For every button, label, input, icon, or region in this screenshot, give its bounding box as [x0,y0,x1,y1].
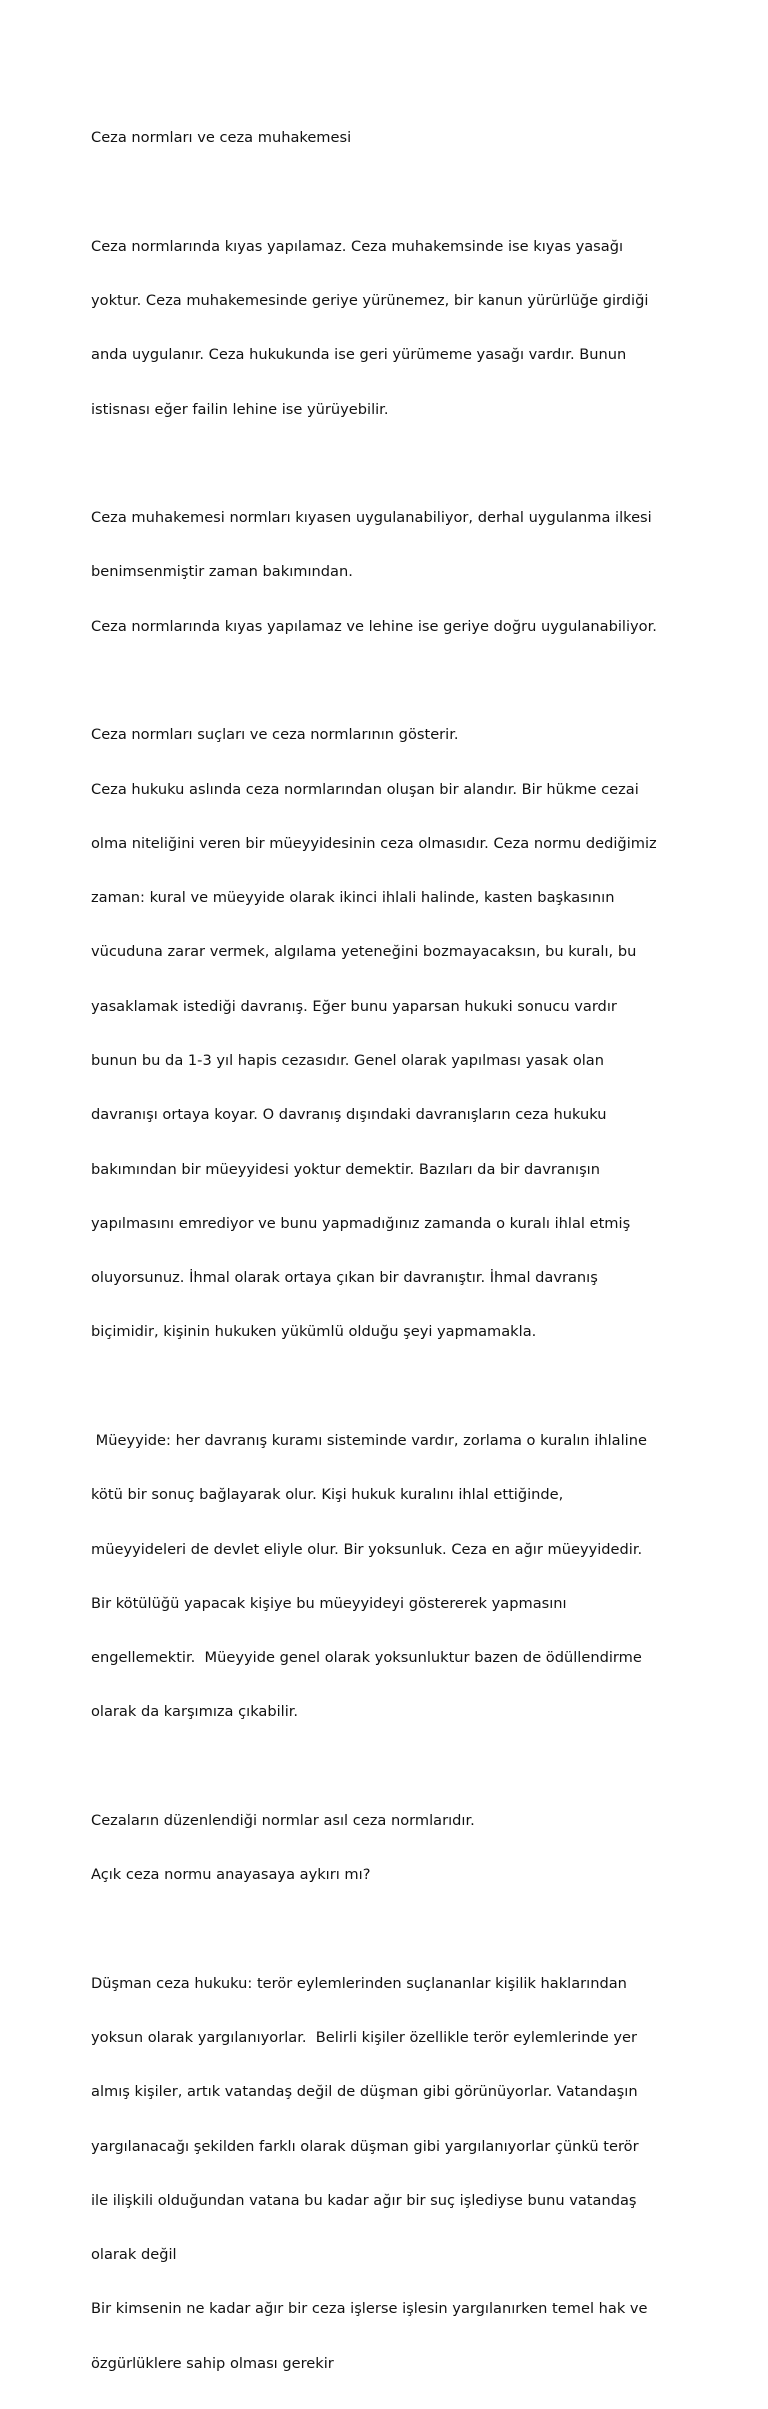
text-line: benimsenmiştir zaman bakımından. [91,563,353,581]
text-line: vücuduna zarar vermek, algılama yeteneğini bozmayacaksın, bu kuralı, bu [91,943,637,961]
paragraph-sanction [91,1396,691,1758]
text-line: kötü bir sonuç bağlayarak olur. Kişi hukuk kuralını ihlal ettiğinde, [91,1486,564,1504]
text-line: Düşman ceza hukuku: terör eylemlerinden suçlananlar kişilik haklarından [91,1974,627,1992]
text-line: olarak değil [91,2246,177,2264]
paragraph-procedure-norms [91,473,691,672]
text-line: bunun bu da 1-3 yıl hapis cezasıdır. Genel olarak yapılması yasak olan [91,1051,604,1069]
text-line: Bir kimsenin ne kadar ağır bir ceza işlerse işlesin yargılanırken temel hak ve [91,2300,648,2318]
text-line: ile ilişkili olduğundan vatana bu kadar ağır bir suç işlediyse bunu vatandaş [91,2191,637,2209]
document-title [91,93,691,183]
text-line: olma niteliğini veren bir müeyyidesinin ceza olmasıdır. Ceza normu dediğimiz [91,834,657,852]
text-line: yasaklamak istediği davranış. Eğer bunu yaparsan hukuki sonucu vardır [91,997,617,1015]
text-line: bakımından bir müeyyidesi yoktur demektir. Bazıları da bir davranışın [91,1160,600,1178]
text-line: zaman: kural ve müeyyide olarak ikinci ihlali halinde, kasten başkasının [91,889,615,907]
text-line: Bir kötülüğü yapacak kişiye bu müeyyideyi göstererek yapmasını [91,1594,567,1612]
text-line: müeyyideleri de devlet eliyle olur. Bir yoksunluk. Ceza en ağır müeyyidedir. [91,1540,643,1558]
text-line: engellemektir. Müeyyide genel olarak yoksunluktur bazen de ödüllendirme [91,1649,642,1667]
text-line: Cezaların düzenlendiği normlar asıl ceza normlarıdır. [91,1811,475,1829]
paragraph-criminal-norms [91,690,691,1378]
paragraph-analogy [91,202,691,455]
paragraph-enemy-criminal-law [91,1939,691,2409]
paragraph-actual-norms [91,1776,691,1921]
text-line: olarak da karşımıza çıkabilir. [91,1703,299,1721]
text-line: Müeyyide: her davranış kuramı sisteminde vardır, zorlama o kuralın ihlaline [91,1431,647,1449]
text-line: Ceza normlarında kıyas yapılamaz ve lehine ise geriye doğru uygulanabiliyor. [91,617,657,635]
text-line: Ceza normları suçları ve ceza normlarının gösterir. [91,726,459,744]
document-page [91,93,691,2409]
text-line: anda uygulanır. Ceza hukukunda ise geri yürümeme yasağı vardır. Bunun [91,346,627,364]
text-line: yoktur. Ceza muhakemesinde geriye yürünemez, bir kanun yürürlüğe girdiği [91,292,649,310]
text-line: biçimidir, kişinin hukuken yükümlü olduğu şeyi yapmamakla. [91,1323,537,1341]
text-line: almış kişiler, artık vatandaş değil de düşman gibi görünüyorlar. Vatandaşın [91,2083,638,2101]
text-line: Ceza hukuku aslında ceza normlarından oluşan bir alandır. Bir hükme cezai [91,780,639,798]
text-line: Ceza normları ve ceza muhakemesi [91,129,352,147]
text-line: yapılmasını emrediyor ve bunu yapmadığınız zamanda o kuralı ihlal etmiş [91,1214,631,1232]
text-line: Ceza muhakemesi normları kıyasen uygulanabiliyor, derhal uygulanma ilkesi [91,509,652,527]
text-line: özgürlüklere sahip olması gerekir [91,2354,334,2372]
text-line: yoksun olarak yargılanıyorlar. Belirli kişiler özellikle terör eylemlerinde yer [91,2029,637,2047]
text-line: Ceza normlarında kıyas yapılamaz. Ceza muhakemsinde ise kıyas yasağı [91,237,624,255]
text-line: Açık ceza normu anayasaya aykırı mı? [91,1866,371,1884]
text-line: davranışı ortaya koyar. O davranış dışındaki davranışların ceza hukuku [91,1106,607,1124]
text-line: oluyorsunuz. İhmal olarak ortaya çıkan bir davranıştır. İhmal davranış [91,1269,598,1287]
text-line: istisnası eğer failin lehine ise yürüyebilir. [91,400,389,418]
text-line: yargılanacağı şekilden farklı olarak düşman gibi yargılanıyorlar çünkü terör [91,2137,639,2155]
